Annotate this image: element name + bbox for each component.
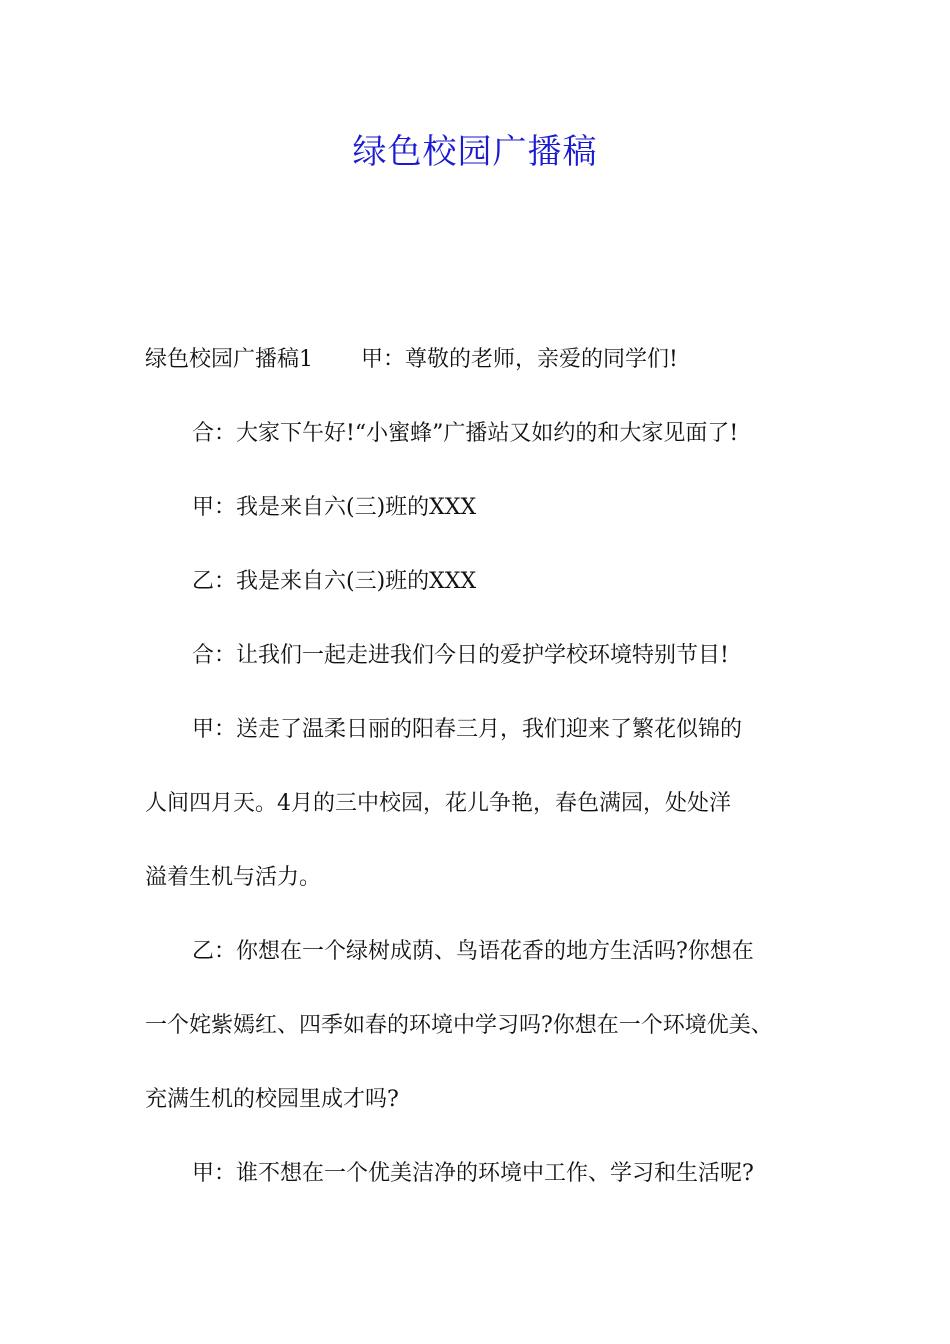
paragraph-line: 一个姹紫嫣红、四季如春的环境中学习吗?你想在一个环境优美、 [145, 1013, 773, 1038]
section-heading: 绿色校园广播稿1 [145, 347, 313, 372]
paragraph-line: 甲：谁不想在一个优美洁净的环境中工作、学习和生活呢? [192, 1161, 754, 1186]
paragraph-line: 合：让我们一起走进我们今日的爱护学校环境特别节目! [192, 643, 729, 668]
paragraph-line: 人间四月天。4月的三中校园，花儿争艳，春色满园，处处洋 [145, 791, 731, 816]
paragraph-line: 乙：我是来自六(三)班的XXX [192, 569, 477, 594]
document-body [145, 338, 835, 1226]
paragraph-line: 充满生机的校园里成才吗? [145, 1087, 399, 1112]
first-line [145, 338, 835, 412]
paragraph-line: 合：大家下午好!“小蜜蜂”广播站又如约的和大家见面了! [192, 421, 739, 446]
document-title: 绿色校园广播稿 [352, 132, 598, 172]
paragraph-line: 甲：送走了温柔日丽的阳春三月，我们迎来了繁花似锦的 [192, 717, 743, 742]
paragraph-line: 甲：我是来自六(三)班的XXX [192, 495, 477, 520]
paragraph-line: 乙：你想在一个绿树成荫、鸟语花香的地方生活吗?你想在 [192, 939, 754, 964]
first-line-text: 甲：尊敬的老师，亲爱的同学们! [361, 347, 678, 372]
paragraph-line: 溢着生机与活力。 [145, 865, 322, 890]
